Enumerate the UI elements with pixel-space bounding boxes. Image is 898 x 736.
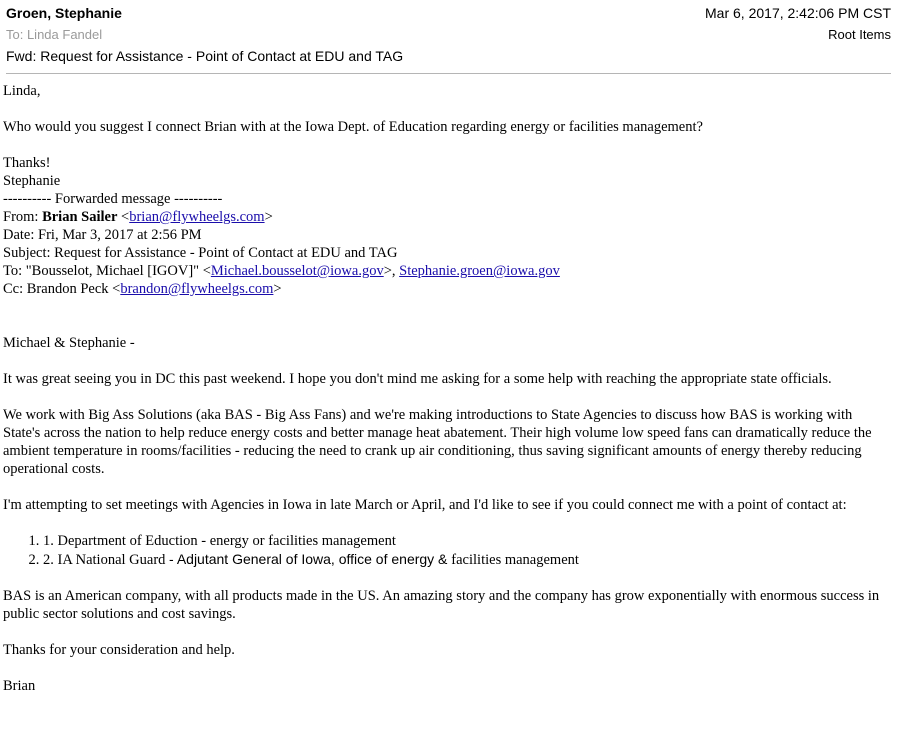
to-email-link-1[interactable]: Michael.bousselot@iowa.gov xyxy=(210,263,384,279)
to-email-link-2[interactable]: Stephanie.groen@iowa.gov xyxy=(399,263,560,279)
paragraph-4: BAS is an American company, with all products made in the US. An amazing story and the company has grow exponentially with enormous success in public sector solutions and cost savings. xyxy=(3,588,880,622)
greeting: Linda, xyxy=(3,83,41,99)
paragraph-2: We work with Big Ass Solutions (aka BAS - Big Ass Fans) and we're making introductions to State Agencies to discuss how BAS is working with State's across the nation to help reduce energy costs and better manage heat abatement. Their high volume low speed fans can dramatically reduce the ambient temperature in rooms/facilities - reducing the need to crank up air conditioning, thus saving significant amounts of energy thereby reducing operational costs. xyxy=(3,407,872,477)
cc-prefix: Cc: Brandon Peck < xyxy=(3,281,121,297)
paragraph-3: I'm attempting to set meetings with Agencies in Iowa in late March or April, and I'd like to see if you could connect me with a point of contact at: xyxy=(3,497,847,513)
list-item: 1. 1. Department of Eduction - energy or facilities management xyxy=(43,532,888,550)
thanks-text: Thanks! xyxy=(3,155,51,171)
message-date: Mar 6, 2017, 2:42:06 PM CST xyxy=(705,5,891,21)
message-body xyxy=(3,82,888,695)
list-item-2-start: 2. IA National Guard xyxy=(43,552,170,568)
signoff-text: Stephanie xyxy=(3,173,61,189)
cc-email-link[interactable]: brandon@flywheelgs.com xyxy=(120,281,274,297)
forwarded-cc: Cc: Brandon Peck <brandon@flywheelgs.com> xyxy=(3,281,282,297)
to-separator: >, xyxy=(383,263,400,279)
header-divider xyxy=(6,73,891,74)
to-prefix: To: "Bousselot, Michael [IGOV]" < xyxy=(3,263,211,279)
forwarded-from: From: Brian Sailer <brian@flywheelgs.com> xyxy=(3,209,273,225)
mailbox-name[interactable]: Root Items xyxy=(828,27,891,42)
signature: Brian xyxy=(3,678,36,694)
from-email-link[interactable]: brian@flywheelgs.com xyxy=(129,209,265,225)
contact-list xyxy=(3,532,888,569)
salutation: Michael & Stephanie - xyxy=(3,335,135,351)
from-label: From: xyxy=(3,209,43,225)
sender-name[interactable]: Groen, Stephanie xyxy=(6,5,122,21)
paragraph-1: It was great seeing you in DC this past weekend. I hope you don't mind me asking for a some help with reaching the appropriate state officials. xyxy=(3,371,832,387)
message-header xyxy=(0,0,898,74)
subject-line: Fwd: Request for Assistance - Point of Contact at EDU and TAG xyxy=(6,48,404,64)
forwarded-subject: Subject: Request for Assistance - Point of Contact at EDU and TAG xyxy=(3,245,398,261)
question-text: Who would you suggest I connect Brian with at the Iowa Dept. of Education regarding energy or facilities management? xyxy=(3,119,703,135)
list-item-2-middle: - Adjutant General of Iowa, office of energy & xyxy=(169,551,452,567)
list-item-2-end: facilities management xyxy=(451,552,579,568)
closing-text: Thanks for your consideration and help. xyxy=(3,642,235,658)
from-name: Brian Sailer xyxy=(42,209,118,225)
list-item xyxy=(43,550,888,569)
recipient-line[interactable]: To: Linda Fandel xyxy=(6,27,103,42)
forwarded-to xyxy=(3,262,888,280)
forward-marker: ---------- Forwarded message ---------- xyxy=(3,191,223,207)
forwarded-date: Date: Fri, Mar 3, 2017 at 2:56 PM xyxy=(3,227,202,243)
